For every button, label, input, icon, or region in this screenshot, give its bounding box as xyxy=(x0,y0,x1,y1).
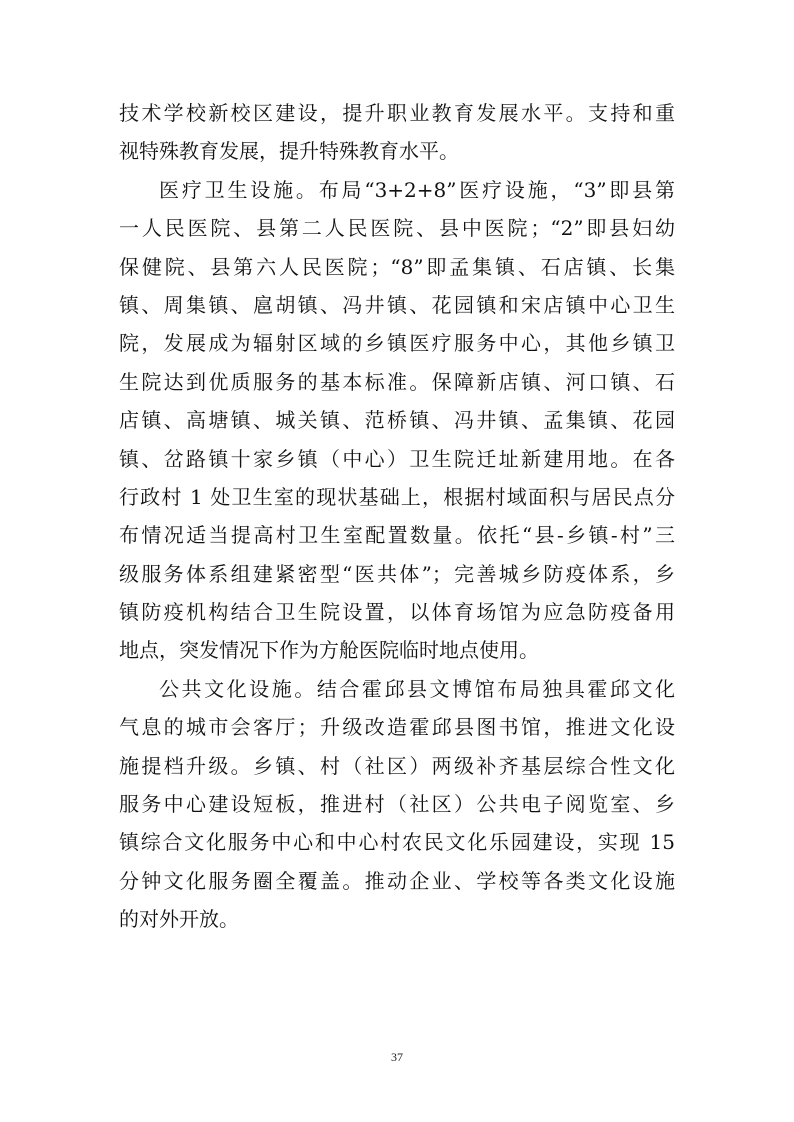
text-line: 服务中心建设短板，推进村（社区）公共电子阅览室、乡 xyxy=(119,792,675,817)
text-line: 分钟文化服务圈全覆盖。推动企业、学校等各类文化设施 xyxy=(119,868,675,893)
text-line: 布情况适当提高村卫生室配置数量。依托“县-乡镇-村”三 xyxy=(119,523,675,548)
paragraph-medical xyxy=(119,171,675,670)
text-line: 一人民医院、县第二人民医院、县中医院；“2”即县妇幼 xyxy=(119,216,675,241)
text-line: 保健院、县第六人民医院；“8”即孟集镇、石店镇、长集 xyxy=(119,254,675,279)
text-line: 公共文化设施。结合霍邱县文博馆布局独具霍邱文化 xyxy=(159,676,675,701)
document-body xyxy=(119,94,675,939)
text-line: 施提档升级。乡镇、村（社区）两级补齐基层综合性文化 xyxy=(119,753,675,778)
text-line: 级服务体系组建紧密型“医共体”；完善城乡防疫体系，乡 xyxy=(119,561,675,586)
text-line: 镇、岔路镇十家乡镇（中心）卫生院迁址新建用地。在各 xyxy=(119,446,675,471)
paragraph-culture xyxy=(119,670,675,939)
page-number: 37 xyxy=(391,1050,403,1064)
text-line: 视特殊教育发展，提升特殊教育水平。 xyxy=(119,139,459,164)
text-line: 的对外开放。 xyxy=(119,907,239,932)
text-line: 地点，突发情况下作为方舱医院临时地点使用。 xyxy=(119,638,539,663)
text-line: 镇综合文化服务中心和中心村农民文化乐园建设，实现 15 xyxy=(119,830,675,855)
text-line: 医疗卫生设施。布局“3+2+8”医疗设施，“3”即县第 xyxy=(159,177,675,202)
text-line: 镇、周集镇、扈胡镇、冯井镇、花园镇和宋店镇中心卫生 xyxy=(119,292,675,317)
text-line: 镇防疫机构结合卫生院设置，以体育场馆为应急防疫备用 xyxy=(119,600,675,625)
paragraph-education xyxy=(119,94,675,171)
text-line: 店镇、高塘镇、城关镇、范桥镇、冯井镇、孟集镇、花园 xyxy=(119,408,675,433)
text-line: 气息的城市会客厅；升级改造霍邱县图书馆，推进文化设 xyxy=(119,715,675,740)
text-line: 生院达到优质服务的基本标准。保障新店镇、河口镇、石 xyxy=(119,369,675,394)
text-line: 院，发展成为辐射区域的乡镇医疗服务中心，其他乡镇卫 xyxy=(119,331,675,356)
text-line: 技术学校新校区建设，提升职业教育发展水平。支持和重 xyxy=(119,101,675,125)
text-line: 行政村 1 处卫生室的现状基础上，根据村域面积与居民点分 xyxy=(119,484,675,509)
